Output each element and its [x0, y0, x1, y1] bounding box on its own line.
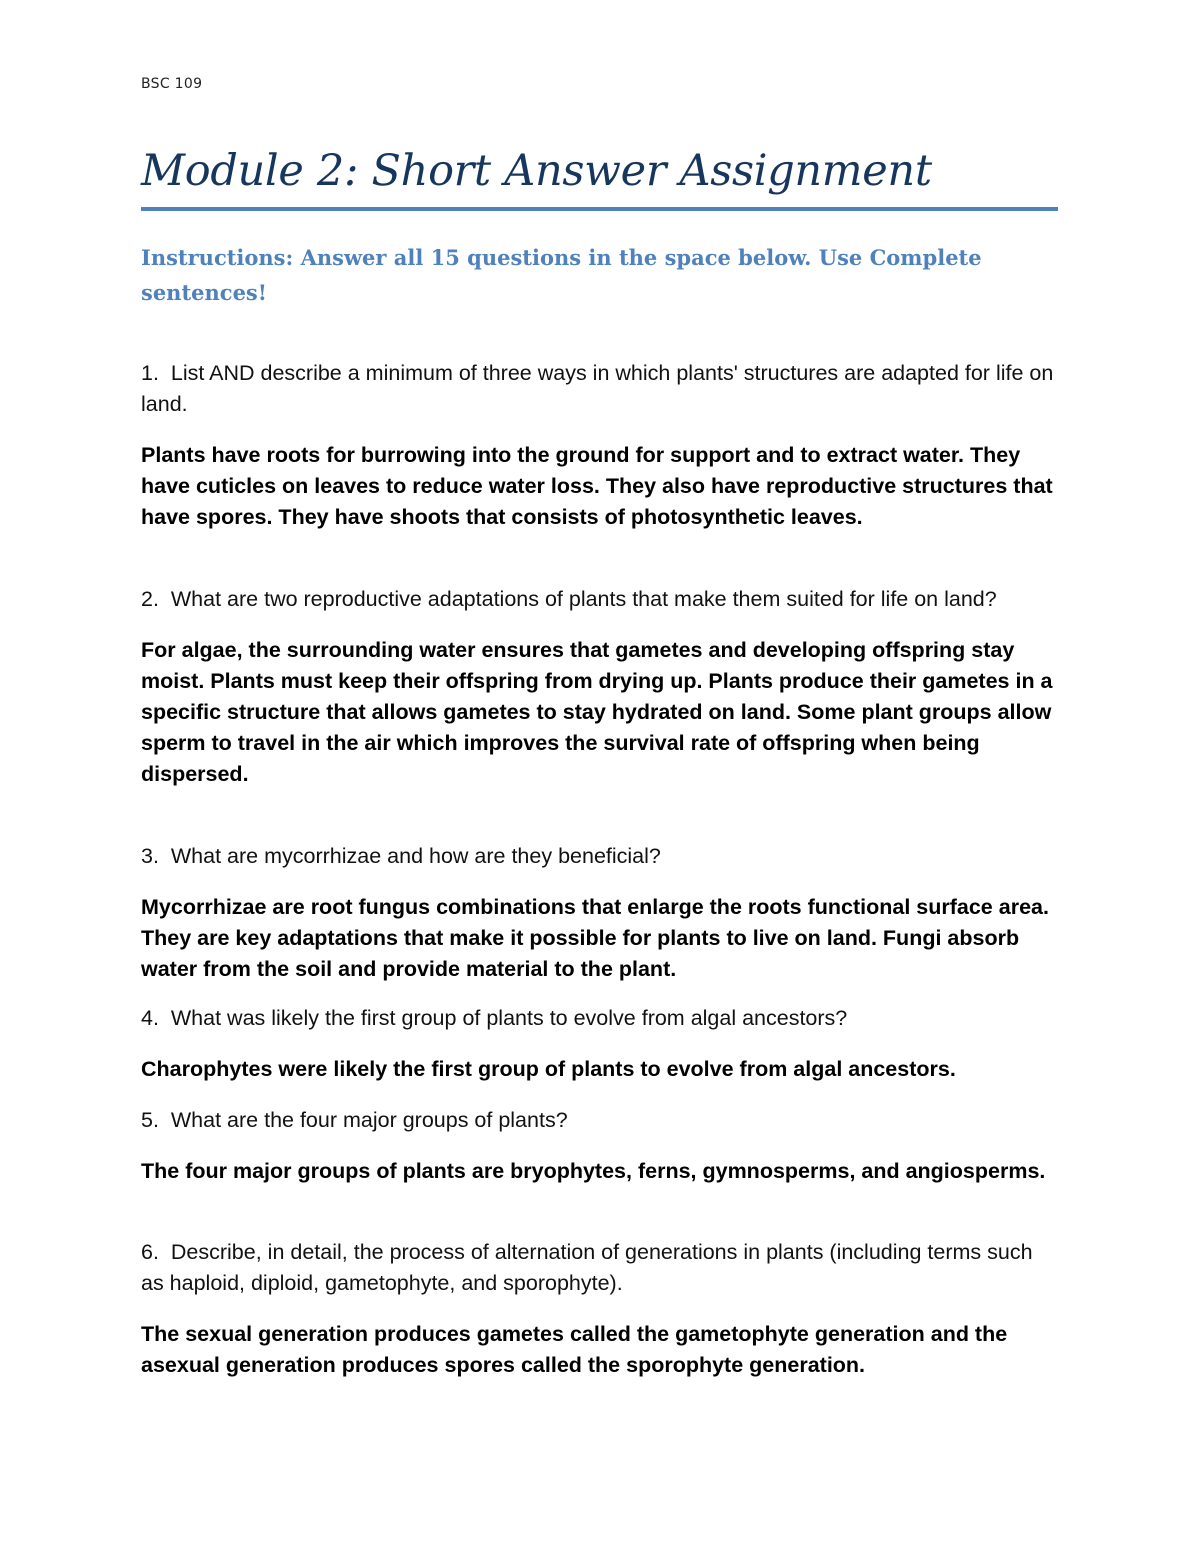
- question-number: 4.: [141, 1006, 159, 1030]
- question-block-2: [141, 584, 1061, 790]
- page-title: Module 2: Short Answer Assignment: [141, 146, 932, 196]
- question-text: Describe, in detail, the process of alternation of generations in plants (including terms such as haploid, diploid, gametophyte, and sporophyte).: [141, 1240, 1033, 1295]
- question-text: What was likely the first group of plants to evolve from algal ancestors?: [170, 1006, 848, 1030]
- course-code: BSC 109: [141, 76, 203, 92]
- instructions-text: Instructions: Answer all 15 questions in the space below. Use Complete sentences!: [141, 245, 982, 305]
- question-text: What are two reproductive adaptations of plants that make them suited for life on land?: [170, 587, 997, 611]
- question-number: 6.: [141, 1240, 159, 1264]
- question-block-3: [141, 841, 1061, 985]
- answer-5: The four major groups of plants are bryophytes, ferns, gymnosperms, and angiosperms.: [141, 1159, 1046, 1183]
- question-block-6: [141, 1237, 1061, 1381]
- question-number: 2.: [141, 587, 159, 611]
- question-5: [141, 1105, 1061, 1136]
- question-2: [141, 584, 1061, 615]
- question-block-4: [141, 1003, 1061, 1085]
- question-number: 1.: [141, 361, 159, 385]
- answer-1: Plants have roots for burrowing into the ground for support and to extract water. They have cuticles on leaves to reduce water loss. They also have reproductive structures that have spores. They have shoots that consists of photosynthetic leaves.: [141, 443, 1053, 529]
- question-4: [141, 1003, 1061, 1034]
- answer-2: For algae, the surrounding water ensures that gametes and developing offspring stay moist. Plants must keep their offspring from drying up. Plants produce their gametes in a specific structure that allows gametes to stay hydrated on land. Some plant groups allow sperm to travel in the air which improves the survival rate of offspring when being dispersed.: [141, 638, 1053, 786]
- question-text: What are mycorrhizae and how are they beneficial?: [170, 844, 661, 868]
- question-6: [141, 1237, 1061, 1299]
- question-number: 3.: [141, 844, 159, 868]
- answer-4: Charophytes were likely the first group of plants to evolve from algal ancestors.: [141, 1057, 956, 1081]
- title-underline-divider: [141, 207, 1058, 211]
- question-3: [141, 841, 1061, 872]
- question-block-5: [141, 1105, 1061, 1187]
- question-number: 5.: [141, 1108, 159, 1132]
- question-1: [141, 358, 1061, 420]
- answer-3: Mycorrhizae are root fungus combinations that enlarge the roots functional surface area. They are key adaptations that make it possible for plants to live on land. Fungi absorb water from the soil and provide material to the plant.: [141, 895, 1049, 981]
- answer-6: The sexual generation produces gametes called the gametophyte generation and the asexual generation produces spores called the sporophyte generation.: [141, 1322, 1008, 1377]
- question-block-1: [141, 358, 1061, 533]
- question-text: What are the four major groups of plants?: [170, 1108, 568, 1132]
- question-text: List AND describe a minimum of three ways in which plants' structures are adapted for life on land.: [141, 361, 1054, 416]
